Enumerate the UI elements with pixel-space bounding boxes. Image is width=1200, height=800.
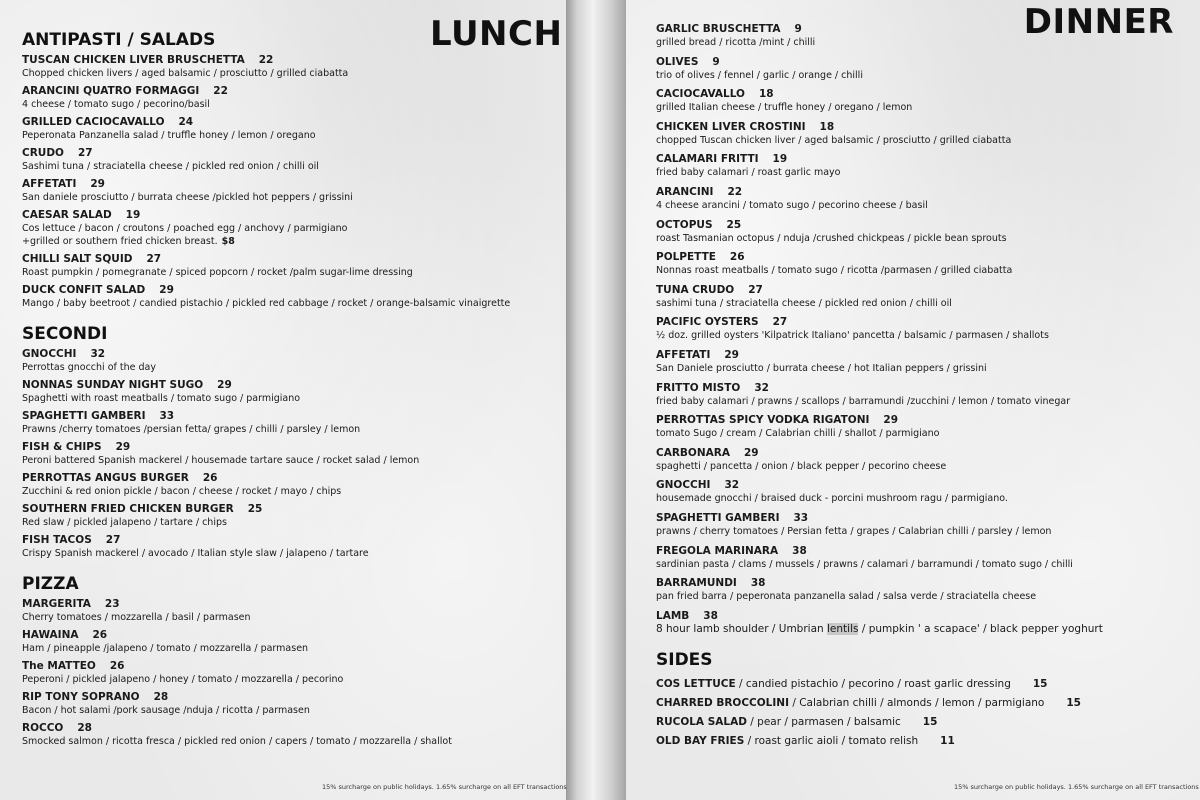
item-price: 32 (754, 381, 769, 394)
menu-item (22, 598, 566, 624)
item-name: FRITTO MISTO (656, 381, 741, 394)
menu-item (22, 253, 566, 279)
dinner-list (656, 23, 1200, 636)
side-description: / Calabrian chilli / almonds / lemon / parmigiano (788, 696, 1045, 709)
item-description: Nonnas roast meatballs / tomato sugo / ricotta /parmasen / grilled ciabatta (656, 265, 1013, 277)
item-description: San Daniele prosciutto / burrata cheese / hot Italian peppers / grissini (656, 362, 987, 374)
menu-item (22, 629, 566, 655)
section-title-secondi: SECONDI (22, 324, 108, 344)
item-price: 22 (213, 85, 228, 97)
item-name: PERROTTAS SPICY VODKA RIGATONI (656, 414, 870, 427)
item-name: OCTOPUS (656, 218, 713, 231)
menu-item (22, 178, 566, 204)
side-item (656, 735, 1200, 748)
item-description: prawns / cherry tomatoes / Persian fetta / grapes / Calabrian chilli / parsley / lemon (656, 525, 1052, 537)
item-description: Spaghetti with roast meatballs / tomato sugo / parmigiano (22, 393, 301, 404)
item-name: LAMB (656, 609, 690, 622)
menu-item (656, 447, 1200, 473)
menu-item (22, 209, 566, 248)
menu-item (656, 382, 1200, 408)
page-gutter (566, 0, 626, 800)
item-name: DUCK CONFIT SALAD (22, 284, 146, 296)
item-description: Ham / pineapple /jalapeno / tomato / mozzarella / parmasen (22, 643, 309, 654)
desc-part: 8 hour lamb shoulder / Umbrian (656, 622, 828, 635)
item-price: 32 (90, 348, 106, 360)
menu-item (656, 316, 1200, 342)
item-name: CRUDO (22, 147, 64, 159)
item-description: Roast pumpkin / pomegranate / spiced popcorn / rocket /palm sugar-lime dressing (22, 267, 413, 278)
item-name: POLPETTE (656, 251, 716, 264)
item-description: fried baby calamari / roast garlic mayo (656, 167, 841, 179)
menu-item (656, 545, 1200, 571)
item-description: Mango / baby beetroot / candied pistachio / pickled red cabbage / rocket / orange-balsamic vinaigrette (22, 298, 511, 309)
item-price: 27 (77, 147, 93, 159)
item-price: 25 (726, 218, 742, 231)
item-price: 26 (92, 629, 108, 641)
menu-item (656, 186, 1200, 212)
item-price: 26 (729, 251, 745, 264)
dinner-page (626, 0, 1200, 800)
menu-item (22, 503, 566, 529)
item-price: 33 (159, 410, 175, 422)
menu-item (656, 577, 1200, 603)
item-description: 4 cheese / tomato sugo / pecorino/basil (22, 99, 210, 110)
item-price: 18 (819, 120, 835, 133)
item-name: CALAMARI FRITTI (656, 153, 759, 166)
item-description: Zucchini & red onion pickle / bacon / cheese / rocket / mayo / chips (22, 486, 342, 497)
side-item (656, 678, 1200, 691)
item-name: CARBONARA (656, 446, 730, 459)
item-name: PERROTTAS ANGUS BURGER (22, 472, 189, 484)
item-price: 27 (748, 283, 763, 296)
menu-item (22, 116, 566, 142)
item-price: 18 (758, 88, 774, 101)
item-description: Bacon / hot salami /pork sausage /nduja / ricotta / parmasen (22, 705, 310, 716)
item-price: 38 (750, 577, 766, 590)
side-name: CHARRED BROCCOLINI (656, 696, 789, 709)
item-name: NONNAS SUNDAY NIGHT SUGO (22, 379, 204, 391)
item-price: 38 (703, 609, 718, 622)
menu-item (656, 512, 1200, 538)
item-name: GNOCCHI (656, 479, 711, 492)
pizza-list (22, 598, 566, 748)
item-price: 29 (115, 441, 131, 453)
item-description: Crispy Spanish mackerel / avocado / Italian style slaw / jalapeno / tartare (22, 548, 369, 559)
menu-item (656, 610, 1200, 636)
item-description: tomato Sugo / cream / Calabrian chilli / shallot / parmigiano (656, 428, 940, 440)
item-description: Prawns /cherry tomatoes /persian fetta/ grapes / chilli / parsley / lemon (22, 424, 361, 435)
side-description: / candied pistachio / pecorino / roast garlic dressing (735, 677, 1011, 690)
item-description: Cherry tomatoes / mozzarella / basil / parmasen (22, 612, 251, 623)
item-name: RIP TONY SOPRANO (22, 691, 140, 703)
menu-item (656, 121, 1200, 147)
item-name: OLIVES (656, 55, 699, 68)
item-price: 26 (202, 472, 218, 484)
item-name: ARANCINI QUATRO FORMAGGI (22, 85, 200, 97)
item-description: roast Tasmanian octopus / nduja /crushed chickpeas / pickle bean sprouts (656, 232, 1007, 244)
item-price: 27 (146, 253, 162, 265)
item-price: 23 (104, 598, 120, 610)
menu-item (656, 153, 1200, 179)
menu-item (656, 56, 1200, 82)
item-name: ARANCINI (656, 185, 714, 198)
item-name: CACIOCAVALLO (656, 88, 745, 101)
item-name: TUNA CRUDO (656, 283, 735, 296)
side-name: RUCOLA SALAD (656, 715, 747, 728)
item-name: HAWAINA (22, 629, 79, 641)
item-description: grilled bread / ricotta /mint / chilli (656, 37, 816, 48)
item-price: 26 (109, 660, 125, 672)
item-price: 29 (217, 379, 232, 391)
item-name: FISH TACOS (22, 534, 92, 546)
highlighted-word: lentils (827, 622, 859, 635)
menu-item (22, 284, 566, 310)
menu-item (656, 251, 1200, 277)
section-title-antipasti: ANTIPASTI / SALADS (22, 30, 216, 50)
item-description: Peperonata Panzanella salad / truffle honey / lemon / oregano (22, 130, 316, 141)
menu-item (656, 219, 1200, 245)
item-price: 38 (792, 544, 807, 557)
item-price: 32 (724, 479, 740, 492)
item-price: 28 (153, 691, 169, 703)
side-price: 15 (1066, 696, 1081, 709)
item-name: AFFETATI (656, 348, 711, 361)
item-name: AFFETATI (22, 178, 77, 190)
menu-item (22, 54, 566, 80)
item-description: Sashimi tuna / straciatella cheese / pickled red onion / chilli oil (22, 161, 319, 172)
item-price: 9 (794, 23, 802, 35)
item-description: fried baby calamari / prawns / scallops / barramundi /zucchini / lemon / tomato vinegar (656, 395, 1071, 407)
item-price: 27 (772, 316, 788, 329)
menu-item (22, 472, 566, 498)
item-name: BARRAMUNDI (656, 577, 737, 590)
menu-item (656, 414, 1200, 440)
extra-text: +grilled or southern fried chicken breast. (22, 236, 218, 247)
side-name: OLD BAY FRIES (656, 734, 745, 747)
item-price: 33 (793, 511, 809, 524)
item-name: CAESAR SALAD (22, 209, 112, 221)
item-name: MARGERITA (22, 598, 91, 610)
item-price: 22 (258, 54, 274, 66)
menu-item (22, 85, 566, 111)
item-description: ½ doz. grilled oysters 'Kilpatrick Italiano' pancetta / balsamic / parmasen / shallots (656, 330, 1049, 342)
menu-item (22, 410, 566, 436)
item-description: Smocked salmon / ricotta fresca / pickled red onion / capers / tomato / mozzarella / shallot (22, 736, 452, 747)
item-description: Perrottas gnocchi of the day (22, 362, 156, 373)
dinner-title: DINNER (1023, 2, 1174, 42)
menu-item (656, 284, 1200, 310)
item-name: FISH & CHIPS (22, 441, 102, 453)
item-description: housemade gnocchi / braised duck - porcini mushroom ragu / parmigiano. (656, 493, 1008, 505)
menu-item (22, 534, 566, 560)
item-name: FREGOLA MARINARA (656, 544, 779, 557)
item-price: 19 (125, 209, 141, 221)
section-title-pizza: PIZZA (22, 574, 79, 594)
secondi-list (22, 348, 566, 560)
item-description: pan fried barra / peperonata panzanella salad / salsa verde / straciatella cheese (656, 591, 1037, 603)
item-description: sardinian pasta / clams / mussels / prawns / calamari / barramundi / tomato sugo / chilli (656, 558, 1073, 570)
item-name: SPAGHETTI GAMBERI (656, 511, 780, 524)
item-price: 29 (743, 446, 759, 459)
menu-item (22, 660, 566, 686)
side-description: / pear / parmasen / balsamic (746, 715, 901, 728)
item-name: GARLIC BRUSCHETTA (656, 23, 781, 35)
item-price: 29 (159, 284, 174, 296)
item-price: 27 (105, 534, 121, 546)
item-price: 29 (90, 178, 105, 190)
lunch-title: LUNCH (430, 14, 563, 54)
antipasti-list (22, 54, 566, 310)
item-description: Peroni battered Spanish mackerel / housemade tartare sauce / rocket salad / lemon (22, 455, 420, 466)
menu-item (656, 349, 1200, 375)
item-name: CHICKEN LIVER CROSTINI (656, 120, 806, 133)
item-description: 4 cheese arancini / tomato sugo / pecorino cheese / basil (656, 199, 928, 211)
side-item (656, 697, 1200, 710)
side-description: / roast garlic aioli / tomato relish (744, 734, 919, 747)
side-item (656, 716, 1200, 729)
item-price: 28 (77, 722, 92, 734)
item-description: spaghetti / pancetta / onion / black pepper / pecorino cheese (656, 460, 947, 472)
menu-item (22, 348, 566, 374)
item-price: 29 (883, 414, 899, 427)
item-description: sashimi tuna / straciatella cheese / pickled red onion / chilli oil (656, 297, 952, 309)
item-price: 29 (724, 348, 739, 361)
item-description: Peperoni / pickled jalapeno / honey / tomato / mozzarella / pecorino (22, 674, 344, 685)
menu-item (22, 441, 566, 467)
section-title-sides: SIDES (656, 649, 713, 670)
item-price: 25 (247, 503, 263, 515)
item-description: grilled Italian cheese / truffle honey / oregano / lemon (656, 102, 913, 114)
item-description: trio of olives / fennel / garlic / orange / chilli (656, 69, 863, 81)
side-name: COS LETTUCE (656, 677, 736, 690)
menu-item (22, 147, 566, 173)
item-name: ROCCO (22, 722, 64, 734)
item-price: 22 (727, 185, 743, 198)
menu-item (656, 88, 1200, 114)
item-description: San daniele prosciutto / burrata cheese /pickled hot peppers / grissini (22, 192, 353, 203)
item-price: 24 (178, 116, 194, 128)
sides-list (656, 678, 1200, 748)
item-price: 19 (772, 153, 788, 166)
item-name: SPAGHETTI GAMBERI (22, 410, 146, 422)
menu-item (22, 379, 566, 405)
menu-item (656, 479, 1200, 505)
item-description: chopped Tuscan chicken liver / aged balsamic / prosciutto / grilled ciabatta (656, 134, 1012, 146)
item-name: CHILLI SALT SQUID (22, 253, 133, 265)
extra-price: $8 (221, 236, 235, 247)
item-extra-option (22, 235, 566, 248)
side-price: 15 (922, 715, 938, 728)
item-description (656, 623, 1200, 636)
item-description: Chopped chicken livers / aged balsamic / prosciutto / grilled ciabatta (22, 68, 349, 79)
item-description: Cos lettuce / bacon / croutons / poached egg / anchovy / parmigiano (22, 223, 348, 234)
side-price: 15 (1032, 677, 1048, 690)
item-name: The MATTEO (22, 660, 96, 672)
lunch-page (0, 0, 566, 800)
item-name: PACIFIC OYSTERS (656, 316, 759, 329)
dinner-footnote: 15% surcharge on public holidays. 1.65% surcharge on all EFT transactions (954, 783, 1199, 791)
desc-part: / pumpkin ' a scapace' / black pepper yoghurt (858, 622, 1103, 635)
item-price: 9 (712, 55, 720, 68)
lunch-footnote: 15% surcharge on public holidays. 1.65% surcharge on all EFT transactions (322, 783, 567, 791)
item-name: GRILLED CACIOCAVALLO (22, 116, 165, 128)
item-description: Red slaw / pickled jalapeno / tartare / chips (22, 517, 227, 528)
item-name: SOUTHERN FRIED CHICKEN BURGER (22, 503, 234, 515)
item-name: GNOCCHI (22, 348, 77, 360)
item-name: TUSCAN CHICKEN LIVER BRUSCHETTA (22, 54, 245, 66)
side-price: 11 (940, 734, 955, 747)
menu-item (22, 722, 566, 748)
menu-item (22, 691, 566, 717)
